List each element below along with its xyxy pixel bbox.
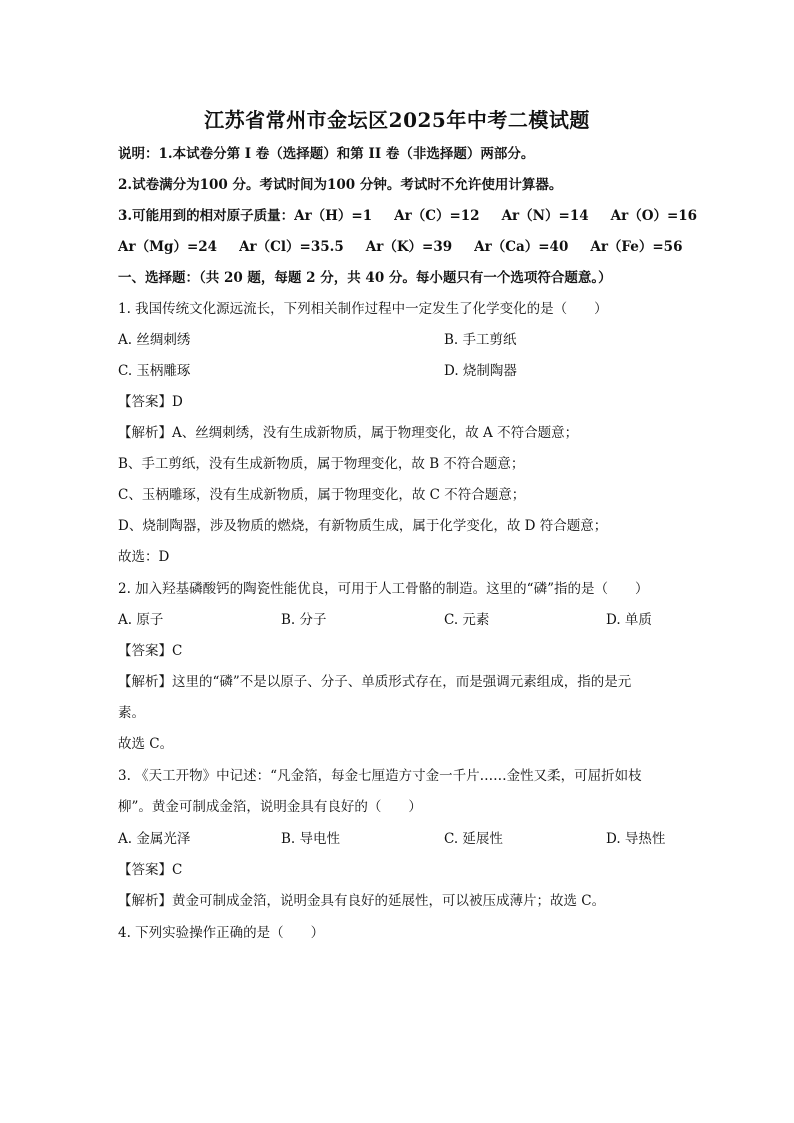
q3-analysis: 【解析】黄金可制成金箔，说明金具有良好的延展性，可以被压成薄片；故选 C。 xyxy=(118,893,606,909)
atomic-mass-row-2 xyxy=(118,237,704,257)
q3-answer: 【答案】C xyxy=(118,862,183,878)
q4-stem: 4. 下列实验操作正确的是（ ） xyxy=(118,925,325,941)
atomic-mass-fe: Ar（Fe）=56 xyxy=(590,239,683,255)
atomic-mass-h: Ar（H）=1 xyxy=(294,208,373,224)
q2-answer: 【答案】C xyxy=(118,643,183,659)
q1-option-a: A. 丝绸刺绣 xyxy=(118,332,191,348)
atomic-mass-k: Ar（K）=39 xyxy=(365,239,453,255)
atomic-mass-n: Ar（N）=14 xyxy=(501,208,589,224)
page-title: 江苏省常州市金坛区2025年中考二模试题 xyxy=(204,108,590,132)
q3-option-c: C. 延展性 xyxy=(444,831,503,847)
q2-analysis-1: 【解析】这里的“磷”不是以原子、分子、单质形式存在，而是强调元素组成，指的是元 xyxy=(118,674,632,690)
q1-option-d: D. 烧制陶器 xyxy=(444,363,517,379)
intro-line-1: 说明：1.本试卷分第 I 卷（选择题）和第 II 卷（非选择题）两部分。 xyxy=(118,146,535,162)
q2-analysis-2: 素。 xyxy=(118,705,145,721)
q1-analysis-3: C、玉柄雕琢，没有生成新物质，属于物理变化，故 C 不符合题意； xyxy=(118,487,526,503)
q1-analysis-4: D、烧制陶器，涉及物质的燃烧，有新物质生成，属于化学变化，故 D 符合题意； xyxy=(118,518,608,534)
section-heading: 一、选择题：（共 20 题，每题 2 分，共 40 分。每小题只有一个选项符合题意。） xyxy=(118,270,612,286)
q1-conclusion: 故选：D xyxy=(118,549,170,565)
q1-option-c: C. 玉柄雕琢 xyxy=(118,363,191,379)
q3-stem-2: 柳”。黄金可制成金箔，说明金具有良好的（ ） xyxy=(118,799,422,815)
atomic-mass-cl: Ar（Cl）=35.5 xyxy=(239,239,344,255)
q1-stem: 1. 我国传统文化源远流长，下列相关制作过程中一定发生了化学变化的是（ ） xyxy=(118,301,608,317)
q1-answer: 【答案】D xyxy=(118,394,183,410)
q3-option-b: B. 导电性 xyxy=(281,831,341,847)
q2-option-b: B. 分子 xyxy=(281,612,327,628)
q2-option-a: A. 原子 xyxy=(118,612,164,628)
atomic-mass-mg: Ar（Mg）=24 xyxy=(118,239,218,255)
q3-stem-1: 3. 《天工开物》中记述：“凡金箔，每金七厘造方寸金一千片……金性又柔，可屈折如枝 xyxy=(118,768,642,784)
q2-conclusion: 故选 C。 xyxy=(118,736,174,752)
atomic-mass-o: Ar（O）=16 xyxy=(610,208,698,224)
atomic-mass-ca: Ar（Ca）=40 xyxy=(474,239,569,255)
atomic-mass-c: Ar（C）=12 xyxy=(394,208,480,224)
q1-analysis-2: B、手工剪纸，没有生成新物质，属于物理变化，故 B 不符合题意； xyxy=(118,456,525,472)
q3-option-d: D. 导热性 xyxy=(606,831,666,847)
atomic-mass-label: 3.可能用到的相对原子质量： xyxy=(118,208,295,224)
q1-option-b: B. 手工剪纸 xyxy=(444,332,517,348)
q2-option-c: C. 元素 xyxy=(444,612,490,628)
q2-option-d: D. 单质 xyxy=(606,612,652,628)
q2-stem: 2. 加入羟基磷酸钙的陶瓷性能优良，可用于人工骨骼的制造。这里的“磷”指的是（ ） xyxy=(118,581,649,597)
intro-line-2: 2.试卷满分为100 分。考试时间为100 分钟。考试时不允许使用计算器。 xyxy=(118,177,563,193)
q3-option-a: A. 金属光泽 xyxy=(118,831,191,847)
atomic-mass-row-1 xyxy=(118,206,719,226)
q1-analysis-1: 【解析】A、丝绸刺绣，没有生成新物质，属于物理变化，故 A 不符合题意； xyxy=(118,425,579,441)
